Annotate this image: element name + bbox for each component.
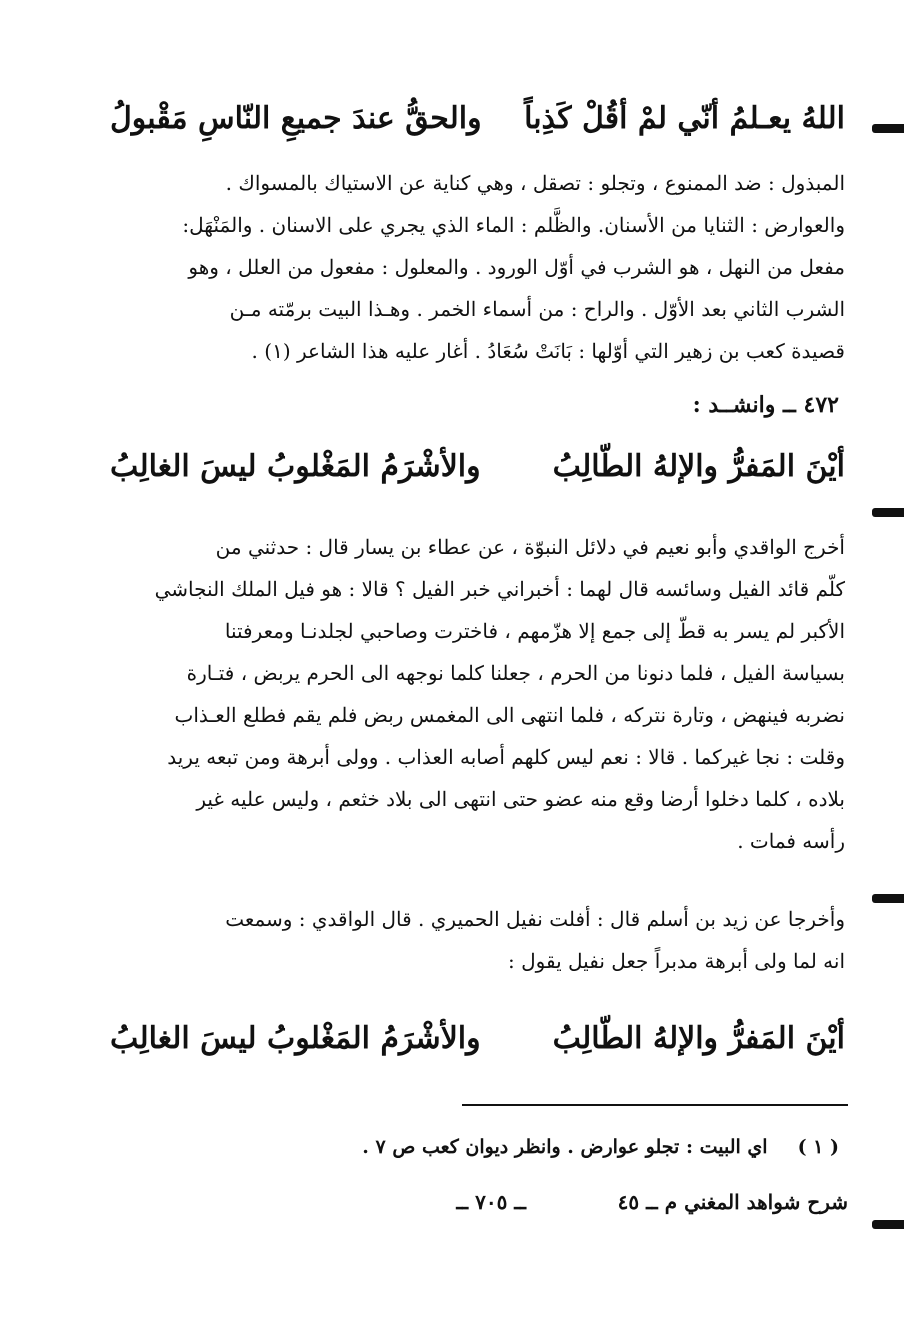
narration-line: كلّم قائد الفيل وسائسه قال لهما : أخبراني خبر الفيل ؟ قالا : هو فيل الملك النجاشي [154,577,845,601]
verse-3 [110,1010,845,1066]
commentary-paragraph [105,162,845,372]
narration-line: بلاده ، كلما دخلوا أرضا وقع منه عضو حتى انتهى الى بلاد خثعم ، وليس عليه غير [196,787,845,811]
verse-3-second-hemistich: والأشْرَمُ المَغْلوبُ ليسَ الغالِبُ [110,1020,481,1056]
narration-line: نضربه فينهض ، وتارة نتركه ، فلما انتهى الى المغمس ربض فلم يقم فطلع العـذاب [174,703,845,727]
book-title: شرح شواهد المغني م ــ ٤٥ [617,1190,848,1214]
verse-3-first-hemistich: أيْنَ المَفرُّ والإلهُ الطّالِبُ [552,1020,845,1056]
commentary-line: مفعل من النهل ، هو الشرب في أوّل الورود . والمعلول : مفعول من العلل ، وهو [188,255,845,279]
commentary-line: قصيدة كعب بن زهير التي أوّلها : بَانَتْ سُعَادُ . أغار عليه هذا الشاعر (١) . [251,339,845,363]
footnote-text: اي البيت : تجلو عوارض . وانظر ديوان كعب ص ٧ . [362,1136,768,1158]
page-number: ــ ٧٠٥ ــ [456,1190,526,1214]
narration-line: الأكبر لم يسر به قطّ إلى جمع إلا هزّمهم ، فاخترت وصاحبي لجلدنـا ومعرفتنا [224,619,845,643]
footnote [362,1136,839,1158]
verse-1-second-hemistich: والحقُّ عندَ جميعِ النّاسِ مَقْبولُ [110,100,482,136]
verse-2-first-hemistich: أيْنَ المَفرُّ والإلهُ الطّالِبُ [552,448,845,484]
commentary-line: الشرب الثاني بعد الأوّل . والراح : من أسماء الخمر . وهـذا البيت برمّته مـن [229,297,845,321]
entry-heading: ٤٧٢ ــ وانشــد : [692,392,839,418]
footnote-separator [462,1104,848,1106]
narration-line: رأسه فمات . [737,829,845,853]
scan-edge-mark [872,124,904,133]
page-footer [100,1190,848,1226]
footnote-number: ( ١ ) [797,1136,839,1158]
verse-2-second-hemistich: والأشْرَمُ المَغْلوبُ ليسَ الغالِبُ [110,448,481,484]
scan-edge-mark [872,508,904,517]
narration-line: أخرج الواقدي وأبو نعيم في دلائل النبوّة ، عن عطاء بن يسار قال : حدثني من [215,535,845,559]
narration-line: وقلت : نجا غيركما . قالا : نعم ليس كلهم أصابه العذاب . وولى أبرهة ومن تبعه يريد [167,745,845,769]
commentary-line: والعوارض : الثنايا من الأسنان. والظَّلم : الماء الذي يجري على الاسنان . والمَنْهَل: [182,213,845,237]
scan-edge-mark [872,1220,904,1229]
narration-1-paragraph [105,526,845,862]
commentary-line: المبذول : ضد الممنوع ، وتجلو : تصقل ، وهي كناية عن الاستياك بالمسواك . [225,171,845,195]
narration-line: بسياسة الفيل ، فلما دنونا من الحرم ، جعلنا كلما نوجهه الى الحرم يربض ، فتـارة [186,661,845,685]
narration-2-paragraph [105,898,845,982]
verse-2 [110,438,845,494]
scan-edge-mark [872,894,904,903]
verse-1 [110,90,845,146]
narration-line: انه لما ولى أبرهة مدبراً جعل نفيل يقول : [508,949,845,973]
narration-line: وأخرجا عن زيد بن أسلم قال : أفلت نفيل الحميري . قال الواقدي : وسمعت [225,907,845,931]
verse-1-first-hemistich: اللهُ يعـلمُ أنّي لمْ أقُلْ كَذِباً [524,100,845,136]
